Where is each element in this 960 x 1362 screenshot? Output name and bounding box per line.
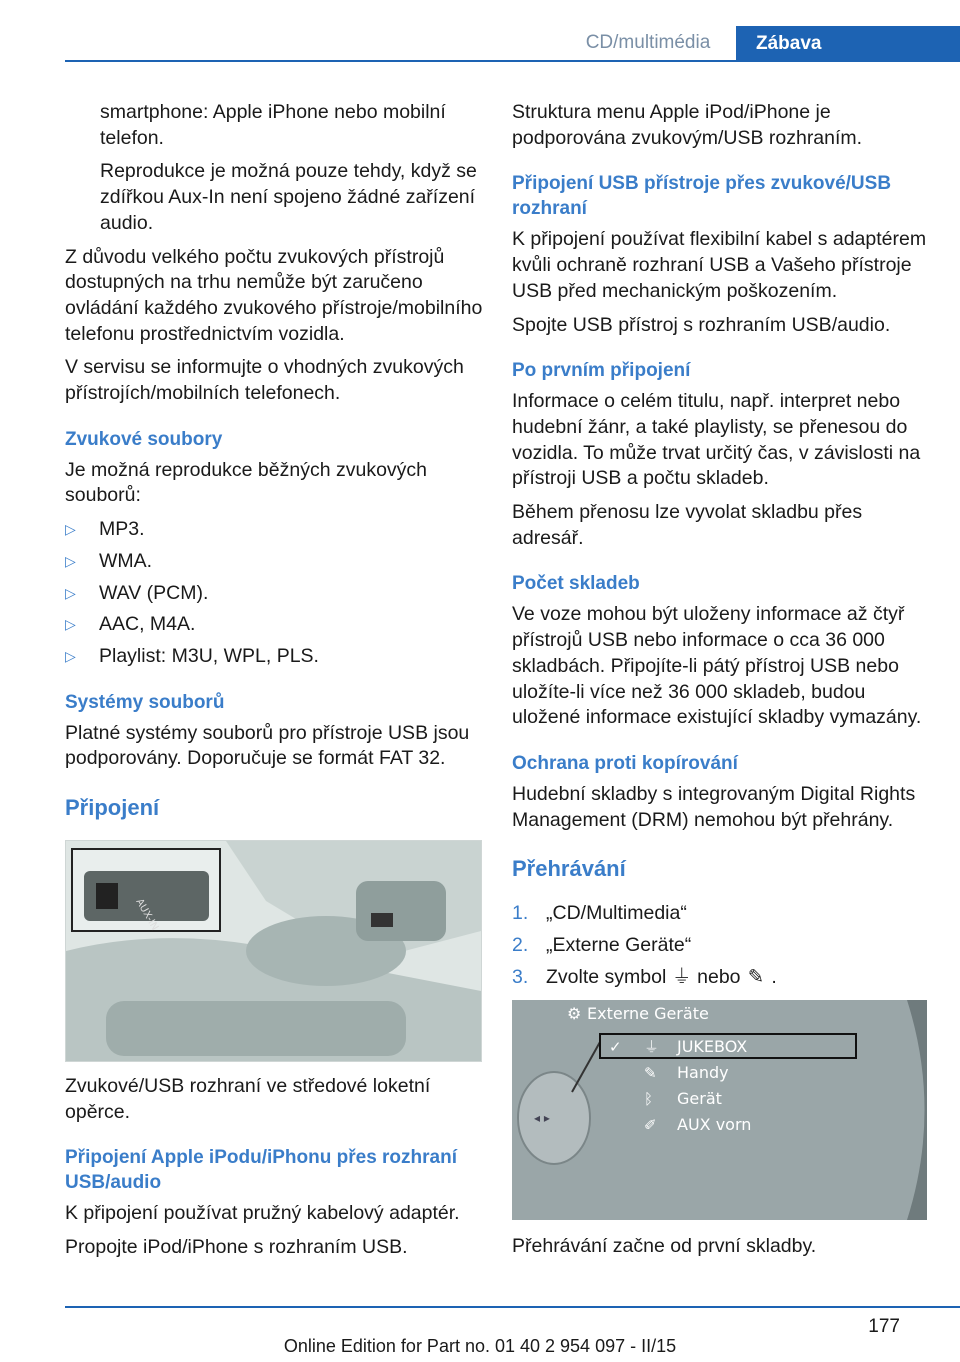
heading-connection: Připojení — [65, 794, 160, 820]
list-item: ▷ WMA. — [65, 549, 485, 575]
chapter-tab[interactable]: Zábava — [736, 26, 960, 62]
triangle-bullet-icon: ▷ — [65, 584, 76, 601]
triangle-bullet-icon: ▷ — [65, 552, 76, 569]
usb-port-photo — [65, 840, 482, 1062]
svg-text:✐: ✐ — [644, 1116, 657, 1135]
paragraph: Reprodukce je možná pouze tehdy, když se zdířkou Aux-In není spojeno žádné zařízení audio. — [100, 160, 477, 234]
list-item: ▷ AAC, M4A. — [65, 612, 485, 638]
format-list — [65, 517, 485, 669]
menu-item-geraet: Gerät — [677, 1089, 722, 1109]
paragraph: Struktura menu Apple iPod/iPhone je podporována zvukovým/USB rozhraním. — [512, 101, 863, 149]
paragraph: K připojení používat pružný kabelový adaptér. — [65, 1202, 460, 1225]
paragraph: Informace o celém titulu, např. interpret nebo hudební žánr, a také playlisty, se přenesou do vozidla. To může trvat určitý čas, v závislosti na přístroji USB a počtu skladeb. — [512, 390, 921, 490]
triangle-bullet-icon: ▷ — [65, 616, 76, 633]
heading-copy-protection: Ochrana proti kopírování — [512, 752, 738, 774]
menu-item-aux: AUX vorn — [677, 1115, 752, 1135]
paragraph: K připojení používat flexibilní kabel s adaptérem kvůli ochraně rozhraní USB a Vašeho přístroje USB před mechanickým poškozením. — [512, 228, 927, 302]
paragraph: Z důvodu velkého počtu zvukových přístrojů dostupných na trhu nemůže být zaručeno ovládání každého zvukového přístroje/mobilního telefonu prostřednictvím vozidla. — [65, 245, 483, 345]
paragraph: Je možná reprodukce běžných zvukových souborů: — [65, 458, 428, 507]
menu-item-handy: Handy — [677, 1063, 729, 1083]
paragraph: Ve voze mohou být uloženy informace až čtyř přístrojů USB nebo informace o cca 36 000 skladbách. Připojíte-li pátý přístroj USB nebo uložíte-li více než 36 000 skladeb, budou uložené informace existující skladby vymazány. — [512, 603, 922, 729]
paragraph: Během přenosu lze vyvolat skladbu přes adresář. — [512, 501, 863, 549]
paragraph: Hudební skladby s integrovaným Digital Rights Management (DRM) nemohou být přehrány. — [512, 782, 916, 831]
svg-text:◂ ▸: ◂ ▸ — [534, 1111, 550, 1126]
menu-item-jukebox: JUKEBOX — [677, 1037, 748, 1057]
footer-rule — [65, 1306, 960, 1308]
svg-text:✓: ✓ — [609, 1038, 622, 1057]
paragraph: Přehrávání začne od první skladby. — [512, 1235, 817, 1258]
photo-caption: Zvukové/USB rozhraní ve středové loketní opěrce. — [65, 1074, 431, 1123]
usb-icon: ⏚ — [671, 965, 692, 988]
paragraph: Spojte USB přístroj s rozhraním USB/audio. — [512, 313, 891, 336]
step-item: 3. Zvolte symbol ⏚ nebo ✎ . — [512, 965, 932, 991]
paragraph: Propojte iPod/iPhone s rozhraním USB. — [65, 1236, 408, 1259]
page-number: 177 — [868, 1316, 900, 1337]
steps-list — [512, 901, 932, 990]
phone-icon: ✎ — [747, 965, 765, 988]
heading-file-systems: Systémy souborů — [65, 691, 225, 713]
paragraph: Platné systémy souborů pro přístroje USB jsou podporovány. Doporučuje se formát FAT 32. — [65, 721, 470, 770]
section-tab[interactable]: CD/multimédia — [585, 32, 711, 53]
list-item: ▷ MP3. — [65, 517, 485, 543]
page-header — [0, 0, 960, 62]
left-column — [65, 100, 485, 1269]
header-rule — [65, 60, 960, 62]
triangle-bullet-icon: ▷ — [65, 521, 76, 538]
svg-text:⚙: ⚙ — [567, 1004, 582, 1024]
right-column — [512, 100, 932, 1268]
armrest-illustration — [66, 841, 481, 1061]
heading-audio-files: Zvukové soubory — [65, 428, 223, 450]
heading-usb: Připojení USB přístroje přes zvukové/USB rozhraní — [512, 173, 892, 220]
svg-text:AUX-IN: AUX-IN — [133, 896, 161, 933]
step-item: 2. „Externe Geräte“ — [512, 934, 692, 957]
heading-playback: Přehrávání — [512, 856, 626, 882]
screen-illustration — [512, 1000, 927, 1220]
idrive-screen — [512, 1000, 927, 1220]
list-item: ▷ WAV (PCM). — [65, 581, 485, 607]
step-item: 1. „CD/Multimedia“ — [512, 902, 687, 925]
svg-text:⏚: ⏚ — [644, 1038, 660, 1057]
svg-text:✎: ✎ — [644, 1064, 657, 1083]
paragraph: V servisu se informujte o vhodných zvukových přístrojích/mobilních telefonech. — [65, 356, 464, 405]
page-footer — [0, 1298, 960, 1362]
heading-first-connect: Po prvním připojení — [512, 360, 691, 382]
heading-track-count: Počet skladeb — [512, 573, 640, 595]
triangle-bullet-icon: ▷ — [65, 647, 76, 664]
heading-apple: Připojení Apple iPodu/iPhonu přes rozhraní USB/audio — [65, 1147, 457, 1194]
edition-note: Online Edition for Part no. 01 40 2 954 097 - II/15 — [283, 1336, 677, 1356]
paragraph: smartphone: Apple iPhone nebo mobilní telefon. — [100, 101, 446, 149]
screen-title: Externe Geräte — [587, 1004, 709, 1024]
list-item: ▷ Playlist: M3U, WPL, PLS. — [65, 644, 485, 670]
svg-text:ᛒ: ᛒ — [644, 1090, 654, 1109]
